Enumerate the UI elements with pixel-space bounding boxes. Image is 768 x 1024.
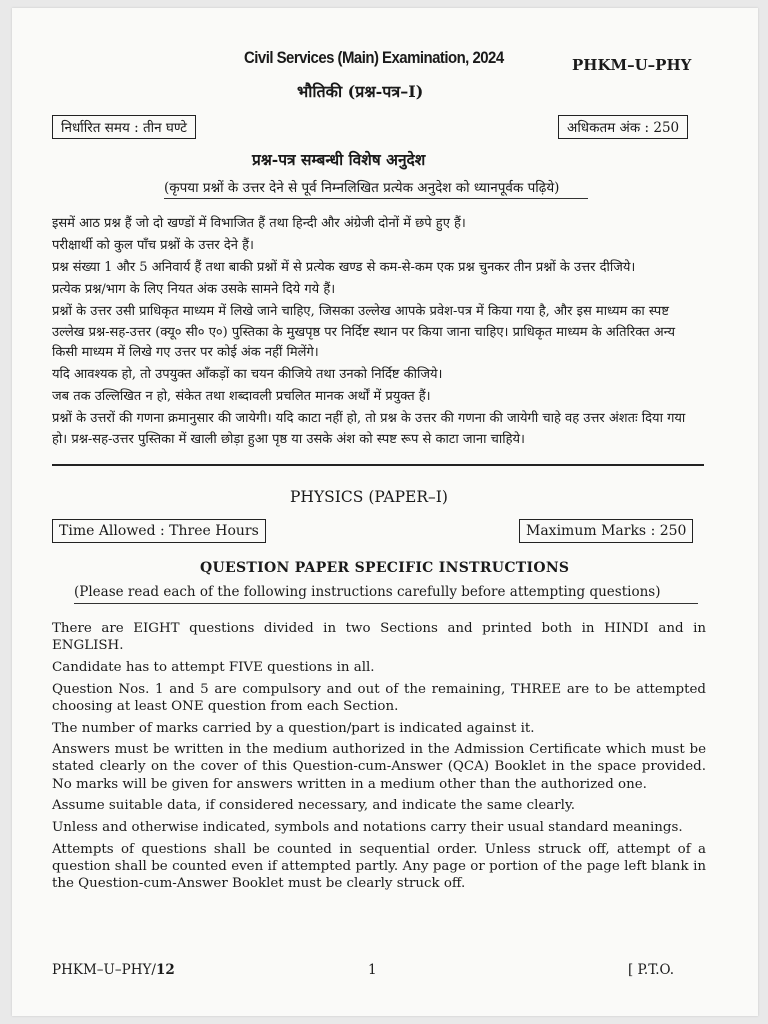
english-instructions-subheading: (Please read each of the following instructions carefully before attempting questions) bbox=[74, 584, 661, 600]
english-instruction: Attempts of questions shall be counted in sequential order. Unless struck off, attempt of a question shall be counted even if attempted partly. Any page or portion of the page left blank in the Question-cum-Answer Booklet must be clearly struck off. bbox=[52, 841, 706, 892]
english-instruction: Candidate has to attempt FIVE questions in all. bbox=[52, 659, 375, 675]
footer-code-suffix: 12 bbox=[155, 962, 175, 978]
english-max-marks-box: Maximum Marks : 250 bbox=[519, 519, 693, 543]
exam-title: Civil Services (Main) Examination, 2024 bbox=[244, 48, 504, 67]
english-instruction: Question Nos. 1 and 5 are compulsory and out of the remaining, THREE are to be attempted choosing at least ONE question from each Section. bbox=[52, 681, 706, 714]
footer-paper-code bbox=[52, 962, 175, 978]
please-turn-over: [ P.T.O. bbox=[628, 962, 675, 978]
hindi-instruction: प्रत्येक प्रश्न/भाग के लिए नियत अंक उसके सामने दिये गये हैं। bbox=[52, 282, 336, 297]
hindi-instruction: जब तक उल्लिखित न हो, संकेत तथा शब्दावली प्रचलित मानक अर्थों में प्रयुक्त हैं। bbox=[52, 389, 431, 404]
hindi-instruction: इसमें आठ प्रश्न हैं जो दो खण्डों में विभाजित हैं तथा हिन्दी और अंग्रेजी दोनों में छपे हुए हैं। bbox=[52, 216, 466, 231]
hindi-instructions-list bbox=[52, 214, 700, 452]
english-instruction: There are EIGHT questions divided in two Sections and printed both in HINDI and in ENGLISH. bbox=[52, 621, 706, 654]
hindi-instruction: प्रश्नों के उत्तरों की गणना क्रमानुसार की जायेगी। यदि काटा नहीं हो, तो प्रश्न के उत्तर की गणना की जायेगी चाहे वह उत्तर अंशतः दिया गया हो। प्रश्न-सह-उत्तर पुस्तिका में खाली छोड़ा हुआ पृष्ठ या उसके अंश को स्पष्ट रूप से काटा जाना चाहिये। bbox=[52, 411, 686, 447]
hindi-instruction: प्रश्नों के उत्तर उसी प्राधिकृत माध्यम में लिखे जाने चाहिए, जिसका उल्लेख आपके प्रवेश-पत्र में किया गया है, और इस माध्यम का स्पष्ट उल्लेख प्रश्न-सह-उत्तर (क्यू० सी० ए०) पुस्तिका के मुखपृष्ठ पर निर्दिष्ट स्थान पर किया जाना चाहिए। प्राधिकृत माध्यम के अतिरिक्त अन्य किसी माध्यम में लिखे गए उत्तर पर कोई अंक नहीं मिलेंगे। bbox=[52, 304, 676, 360]
hindi-subheading-underline bbox=[164, 198, 588, 199]
hindi-subject-title: भौतिकी (प्रश्न-पत्र–I) bbox=[297, 82, 424, 101]
hindi-instructions-subheading: (कृपया प्रश्नों के उत्तर देने से पूर्व निम्नलिखित प्रत्येक अनुदेश को ध्यानपूर्वक पढ़िये) bbox=[164, 180, 560, 196]
english-instruction: The number of marks carried by a question/part is indicated against it. bbox=[52, 720, 535, 736]
english-instructions-list bbox=[52, 620, 706, 897]
english-subheading-underline bbox=[74, 603, 698, 604]
english-instruction: Answers must be written in the medium authorized in the Admission Certificate which must be stated clearly on the cover of this Question-cum-Answer (QCA) Booklet in the space provided. No marks will be given for answers written in a medium other than the authorized one. bbox=[52, 742, 706, 792]
english-time-allowed-box: Time Allowed : Three Hours bbox=[52, 519, 266, 543]
footer-code-prefix: PHKM–U–PHY/ bbox=[52, 962, 156, 978]
hindi-instruction: प्रश्न संख्या 1 और 5 अनिवार्य हैं तथा बाकी प्रश्नों में से प्रत्येक खण्ड से कम-से-कम एक प्रश्न चुनकर तीन प्रश्नों के उत्तर दीजिये। bbox=[52, 260, 636, 275]
english-instruction: Unless and otherwise indicated, symbols and notations carry their usual standard meanings. bbox=[52, 820, 683, 836]
hindi-instructions-heading: प्रश्न-पत्र सम्बन्धी विशेष अनुदेश bbox=[252, 150, 426, 169]
section-divider bbox=[52, 464, 704, 466]
hindi-time-allowed-box: निर्धारित समय : तीन घण्टे bbox=[52, 115, 196, 139]
english-subject-title: PHYSICS (PAPER–I) bbox=[290, 488, 448, 506]
english-instructions-heading: QUESTION PAPER SPECIFIC INSTRUCTIONS bbox=[200, 560, 570, 576]
hindi-max-marks-box: अधिकतम अंक : 250 bbox=[558, 115, 688, 139]
question-paper-page bbox=[12, 8, 758, 1016]
page-number: 1 bbox=[368, 962, 377, 978]
hindi-instruction: यदि आवश्यक हो, तो उपयुक्त आँकड़ों का चयन कीजिये तथा उनको निर्दिष्ट कीजिये। bbox=[52, 367, 443, 382]
english-instruction: Assume suitable data, if considered necessary, and indicate the same clearly. bbox=[52, 798, 575, 814]
paper-code: PHKM–U–PHY bbox=[572, 56, 692, 74]
hindi-instruction: परीक्षार्थी को कुल पाँच प्रश्नों के उत्तर देने हैं। bbox=[52, 238, 254, 253]
